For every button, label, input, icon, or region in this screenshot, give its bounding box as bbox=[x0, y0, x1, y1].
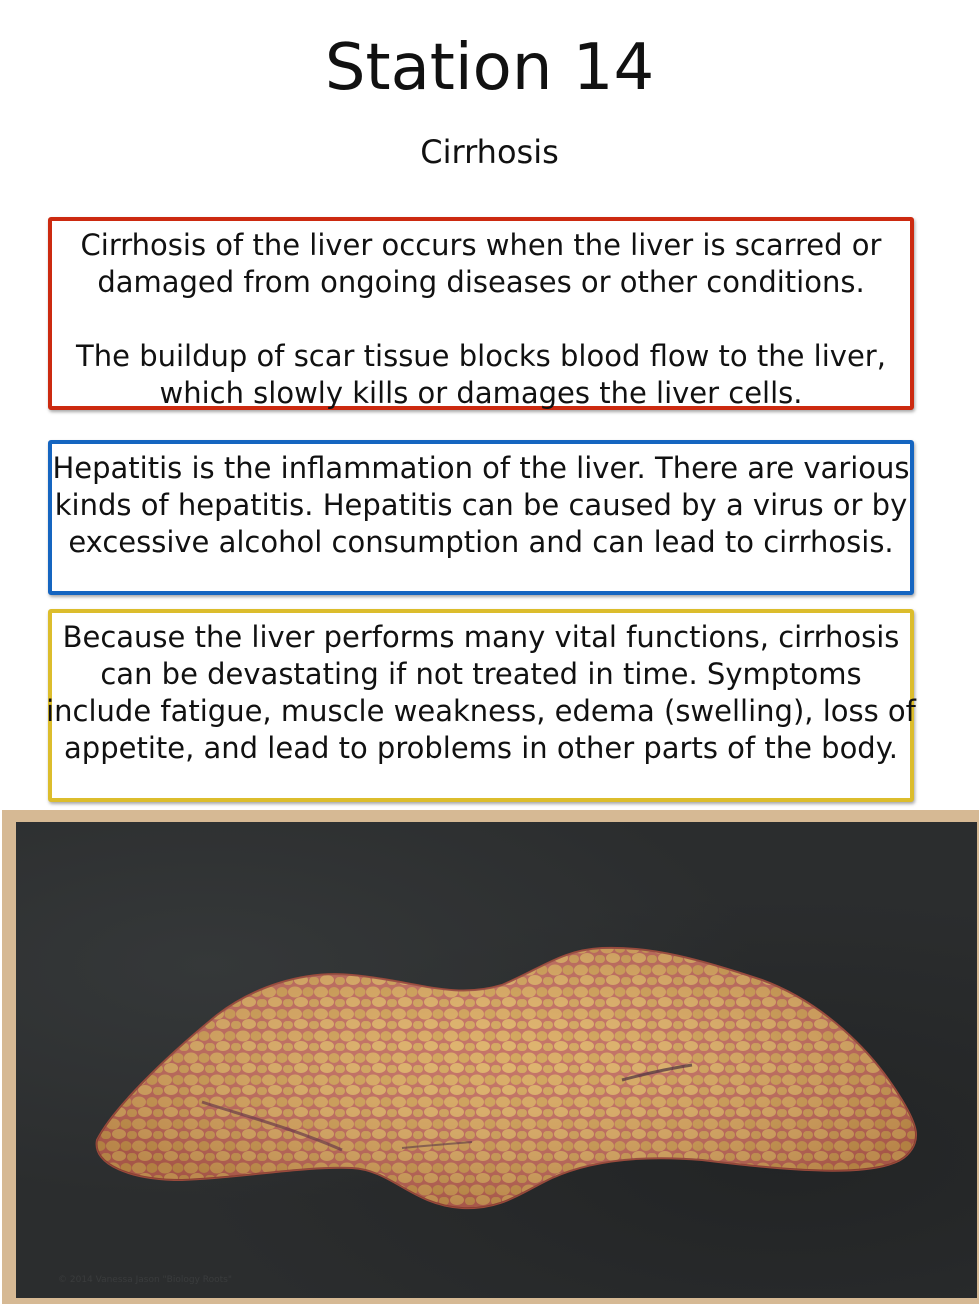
page-title: Station 14 bbox=[324, 31, 655, 105]
copyright-credit: © 2014 Vanessa Jason "Biology Roots" bbox=[58, 1275, 232, 1285]
liver-drawing bbox=[2, 810, 979, 1304]
symptoms-box bbox=[48, 609, 914, 802]
cirrhosis-definition-text: Cirrhosis of the liver occurs when the liver is scarred or damaged from ongoing diseases or other conditions. bbox=[80, 228, 882, 299]
cirrhotic-liver-illustration bbox=[2, 810, 979, 1304]
scar-tissue-text: The buildup of scar tissue blocks blood flow to the liver, which slowly kills or damages the liver cells. bbox=[76, 339, 886, 410]
page-subtitle: Cirrhosis bbox=[420, 133, 559, 171]
hepatitis-text: Hepatitis is the inflammation of the liver. There are various kinds of hepatitis. Hepatitis can be caused by a virus or by excessive alcohol consumption and can lead to cirrhosis. bbox=[52, 451, 910, 559]
hepatitis-box bbox=[48, 440, 914, 595]
symptoms-text: Because the liver performs many vital functions, cirrhosis can be devastating if not treated in time. Symptoms include fatigue, muscle weakness, edema (swelling), loss of appetite, and lead to problems in other parts of the body. bbox=[46, 620, 916, 765]
cirrhosis-definition-box bbox=[48, 217, 914, 410]
